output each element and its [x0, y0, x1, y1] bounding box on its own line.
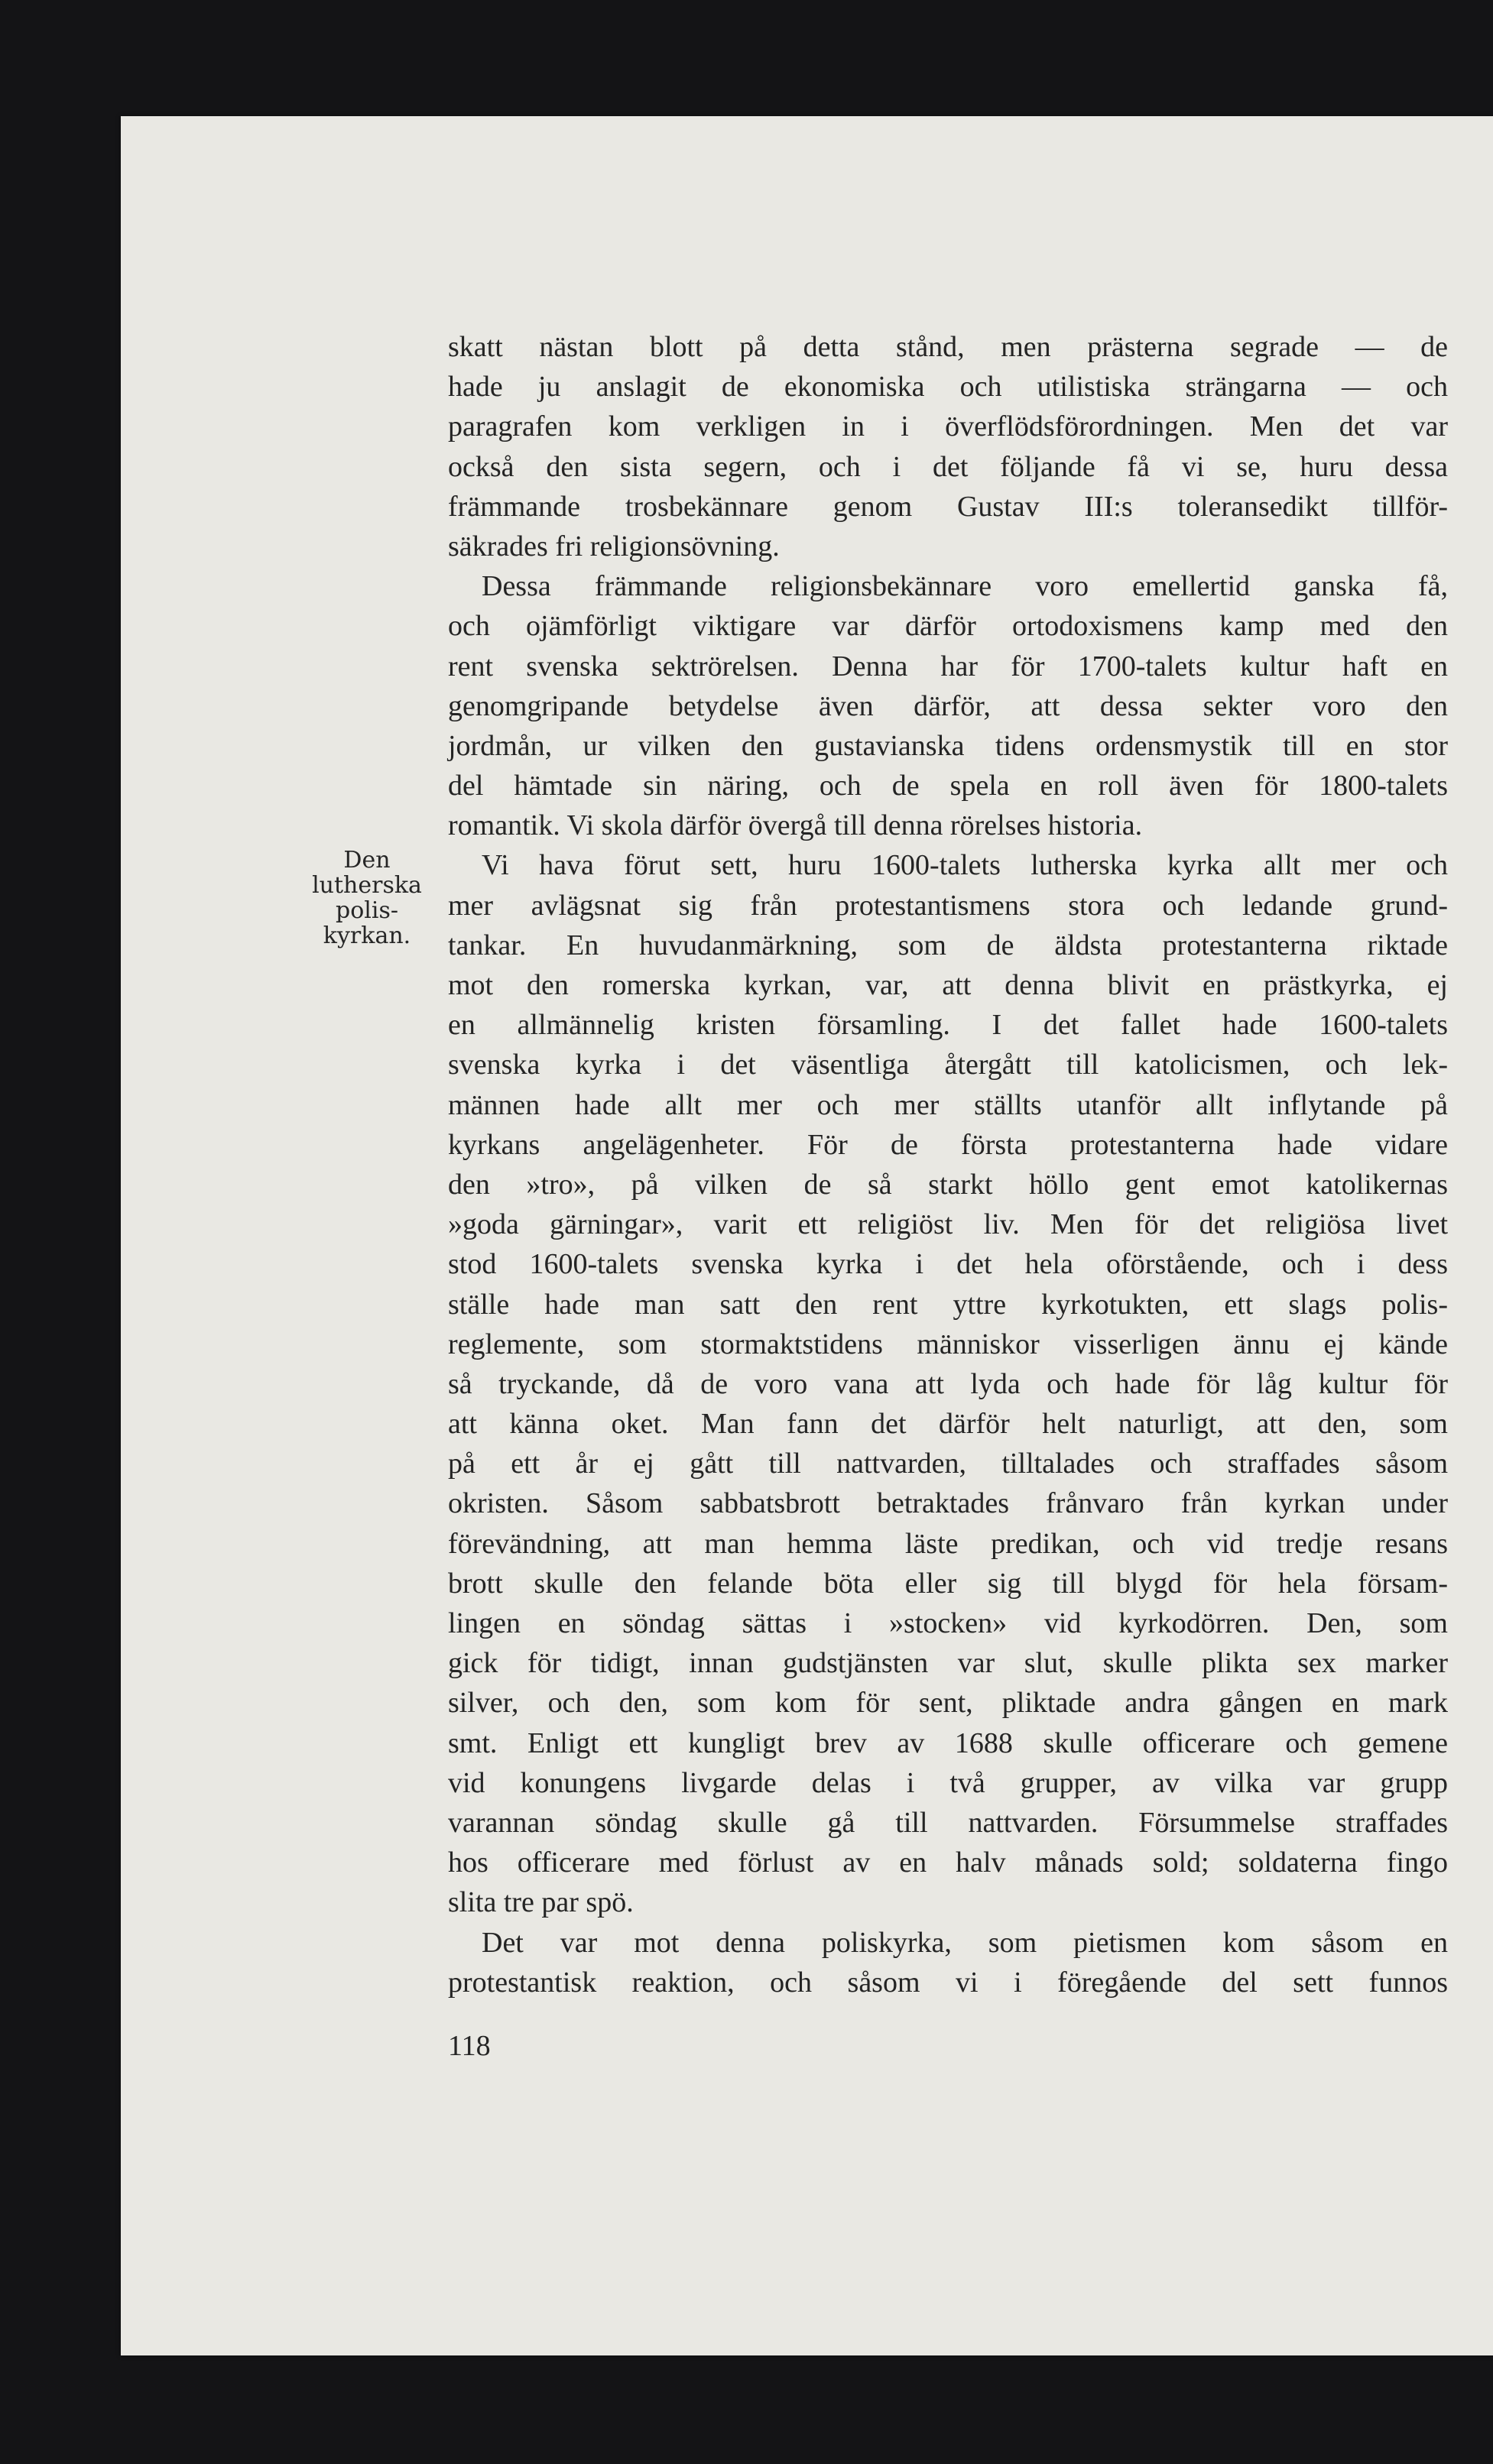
text-line: förevändning, att man hemma läste predikan, och vid tredje resans: [448, 1527, 1448, 1560]
text-line: reglemente, som stormaktstidens människor visserligen ännu ej kände: [448, 1328, 1448, 1360]
margin-note-line: Den: [343, 847, 391, 874]
text-line: att känna oket. Man fann det därför helt naturligt, att den, som: [448, 1408, 1448, 1441]
text-line: genomgripande betydelse även därför, att dessa sekter voro den: [448, 689, 1448, 722]
text-line: tankar. En huvudanmärkning, som de äldsta protestanterna riktade: [448, 929, 1448, 961]
text-line: paragrafen kom verkligen in i överflödsförordningen. Men det var: [448, 410, 1448, 443]
body-text: [448, 327, 1448, 2002]
text-line: främmande trosbekännare genom Gustav III:s toleransedikt tillför-: [448, 490, 1448, 523]
text-line: protestantisk reaktion, och såsom vi i föregående del sett funnos: [448, 1966, 1448, 1999]
text-line: hos officerare med förlust av en halv månads sold; soldaterna fingo: [448, 1846, 1448, 1879]
text-line: vid konungens livgarde delas i två grupper, av vilka var grupp: [448, 1766, 1448, 1799]
margin-note-line: lutherska: [312, 872, 422, 899]
text-line: lingen en söndag sättas i »stocken» vid kyrkodörren. Den, som: [448, 1607, 1448, 1639]
text-line: en allmännelig kristen församling. I det fallet hade 1600-talets: [448, 1009, 1448, 1042]
text-line: Dessa främmande religionsbekännare voro emellertid ganska få,: [482, 570, 1448, 603]
margin-note-line: polis-: [336, 897, 398, 924]
text-line: svenska kyrka i det väsentliga återgått till katolicismen, och lek-: [448, 1049, 1448, 1081]
text-line: del hämtade sin näring, och de spela en roll även för 1800-talets: [448, 770, 1448, 802]
text-line: gick för tidigt, innan gudstjänsten var slut, skulle plikta sex marker: [448, 1647, 1448, 1680]
text-line: mot den romerska kyrkan, var, att denna blivit en prästkyrka, ej: [448, 969, 1448, 1001]
text-line: också den sista segern, och i det följande få vi se, huru dessa: [448, 450, 1448, 483]
text-line: mer avlägsnat sig från protestantismens stora och ledande grund-: [448, 889, 1448, 922]
text-line: jordmån, ur vilken den gustavianska tidens ordensmystik till en stor: [448, 729, 1448, 762]
text-line: varannan söndag skulle gå till nattvarden. Försummelse straffades: [448, 1806, 1448, 1839]
text-line: stod 1600-talets svenska kyrka i det hela oförstående, och i dess: [448, 1248, 1448, 1281]
text-line: Vi hava förut sett, huru 1600-talets lutherska kyrka allt mer och: [482, 849, 1448, 882]
text-line: säkrades fri religionsövning.: [448, 530, 780, 563]
text-line: rent svenska sektrörelsen. Denna har för 1700-talets kultur haft en: [448, 650, 1448, 682]
text-line: männen hade allt mer och mer ställts utanför allt inflytande på: [448, 1088, 1448, 1121]
text-line: ställe hade man satt den rent yttre kyrkotukten, ett slags polis-: [448, 1288, 1448, 1321]
text-line: smt. Enligt ett kungligt brev av 1688 skulle officerare och gemene: [448, 1726, 1448, 1759]
text-line: brott skulle den felande böta eller sig till blygd för hela försam-: [448, 1567, 1448, 1600]
text-line: kyrkans angelägenheter. För de första protestanterna hade vidare: [448, 1128, 1448, 1161]
text-line: så tryckande, då de voro vana att lyda och hade för låg kultur för: [448, 1367, 1448, 1400]
text-line: okristen. Såsom sabbatsbrott betraktades frånvaro från kyrkan under: [448, 1487, 1448, 1520]
text-line: på ett år ej gått till nattvarden, tilltalades och straffades såsom: [448, 1448, 1448, 1480]
text-line: »goda gärningar», varit ett religiöst liv. Men för det religiösa livet: [448, 1208, 1448, 1241]
text-line: silver, och den, som kom för sent, pliktade andra gången en mark: [448, 1687, 1448, 1720]
margin-note: [302, 848, 432, 948]
text-line: och ojämförligt viktigare var därför ortodoxismens kamp med den: [448, 610, 1448, 643]
text-line: hade ju anslagit de ekonomiska och utilistiska strängarna — och: [448, 371, 1448, 404]
margin-note-line: kyrkan.: [323, 922, 411, 949]
text-line: skatt nästan blott på detta stånd, men prästerna segrade — de: [448, 331, 1448, 363]
text-line: den »tro», på vilken de så starkt höllo gent emot katolikernas: [448, 1168, 1448, 1201]
text-line: romantik. Vi skola därför övergå till denna rörelses historia.: [448, 809, 1143, 842]
text-line: Det var mot denna poliskyrka, som pietismen kom såsom en: [482, 1926, 1448, 1959]
page-number: 118: [448, 2030, 491, 2062]
text-line: slita tre par spö.: [448, 1886, 634, 1919]
